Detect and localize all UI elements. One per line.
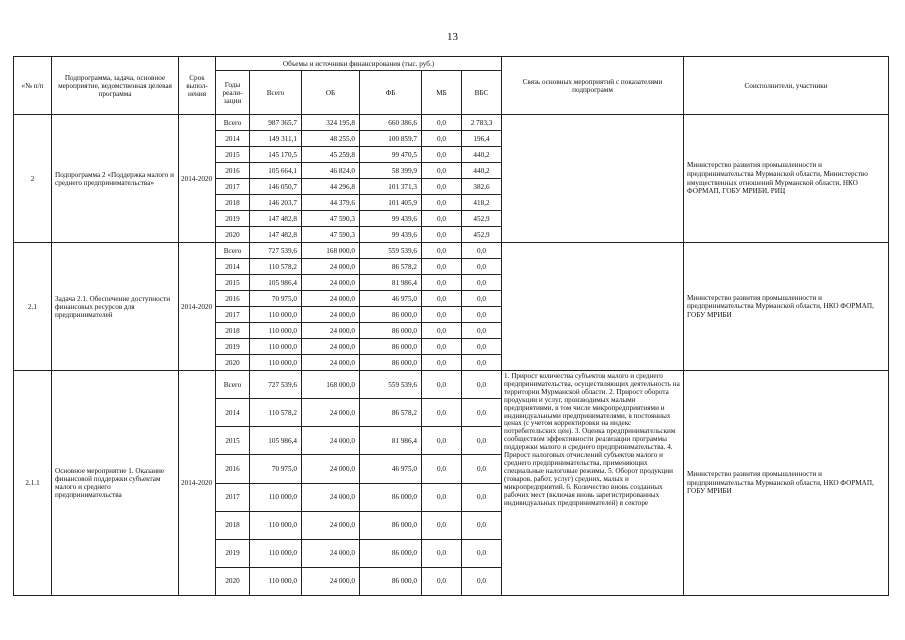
header-years: Годы реали-зации — [216, 71, 250, 115]
cell-year: 2014 — [216, 259, 250, 275]
cell-vbs: 452,9 — [462, 227, 502, 243]
cell-year: Всего — [216, 371, 250, 399]
cell-mb: 0,0 — [422, 179, 462, 195]
cell-total: 105 986,4 — [250, 275, 302, 291]
cell-mb: 0,0 — [422, 195, 462, 211]
header-num: «№ п/п — [14, 57, 52, 115]
cell-vbs: 440,2 — [462, 163, 502, 179]
cell-fb: 86 000,0 — [360, 483, 422, 511]
header-mb: МБ — [422, 71, 462, 115]
funding-table — [13, 56, 889, 596]
cell-vbs: 0,0 — [462, 275, 502, 291]
cell-total: 110 000,0 — [250, 323, 302, 339]
section-name: Основное мероприятие 1. Оказание финансовой поддержки субъектам малого и среднего предпринимательства — [52, 371, 179, 596]
header-program: Подпрограмма, задача, основное мероприятие, ведомственная целевая программа — [52, 57, 179, 115]
table-header — [14, 57, 889, 115]
cell-vbs: 0,0 — [462, 539, 502, 567]
cell-mb: 0,0 — [422, 455, 462, 483]
section-number: 2.1.1 — [14, 371, 52, 596]
cell-mb: 0,0 — [422, 427, 462, 455]
cell-total: 987 365,7 — [250, 115, 302, 131]
cell-vbs: 0,0 — [462, 323, 502, 339]
header-total: Всего — [250, 71, 302, 115]
section-name: Подпрограмма 2 «Поддержка малого и среднего предпринимательства» — [52, 115, 179, 243]
cell-year: 2016 — [216, 455, 250, 483]
cell-ob: 324 195,8 — [302, 115, 360, 131]
cell-total: 110 578,2 — [250, 399, 302, 427]
cell-mb: 0,0 — [422, 511, 462, 539]
cell-total: 110 000,0 — [250, 339, 302, 355]
cell-vbs: 0,0 — [462, 339, 502, 355]
cell-year: 2018 — [216, 511, 250, 539]
cell-mb: 0,0 — [422, 355, 462, 371]
cell-year: 2018 — [216, 195, 250, 211]
cell-ob: 168 000,0 — [302, 243, 360, 259]
cell-mb: 0,0 — [422, 115, 462, 131]
cell-mb: 0,0 — [422, 243, 462, 259]
cell-vbs: 0,0 — [462, 371, 502, 399]
cell-ob: 24 000,0 — [302, 567, 360, 595]
cell-vbs: 0,0 — [462, 399, 502, 427]
section-indicator-link — [502, 243, 684, 371]
cell-year: 2015 — [216, 147, 250, 163]
section-term: 2014-2020 — [179, 243, 216, 371]
table-row — [14, 115, 889, 131]
cell-mb: 0,0 — [422, 539, 462, 567]
cell-vbs: 382,6 — [462, 179, 502, 195]
cell-vbs: 0,0 — [462, 243, 502, 259]
cell-ob: 24 000,0 — [302, 483, 360, 511]
cell-vbs: 440,2 — [462, 147, 502, 163]
cell-vbs: 196,4 — [462, 131, 502, 147]
cell-total: 147 482,8 — [250, 211, 302, 227]
cell-fb: 86 000,0 — [360, 355, 422, 371]
cell-vbs: 0,0 — [462, 259, 502, 275]
cell-ob: 47 590,3 — [302, 227, 360, 243]
cell-fb: 46 975,0 — [360, 291, 422, 307]
cell-ob: 24 000,0 — [302, 455, 360, 483]
cell-fb: 86 000,0 — [360, 511, 422, 539]
cell-fb: 81 986,4 — [360, 427, 422, 455]
header-fb: ФБ — [360, 71, 422, 115]
cell-total: 105 664,1 — [250, 163, 302, 179]
cell-mb: 0,0 — [422, 567, 462, 595]
cell-year: 2019 — [216, 211, 250, 227]
cell-fb: 86 578,2 — [360, 399, 422, 427]
cell-vbs: 0,0 — [462, 307, 502, 323]
cell-year: 2016 — [216, 291, 250, 307]
cell-fb: 101 405,9 — [360, 195, 422, 211]
cell-ob: 24 000,0 — [302, 259, 360, 275]
header-vbs: ВБС — [462, 71, 502, 115]
cell-year: 2018 — [216, 323, 250, 339]
cell-total: 110 578,2 — [250, 259, 302, 275]
cell-mb: 0,0 — [422, 211, 462, 227]
cell-fb: 86 578,2 — [360, 259, 422, 275]
cell-fb: 86 000,0 — [360, 307, 422, 323]
cell-mb: 0,0 — [422, 147, 462, 163]
cell-total: 146 203,7 — [250, 195, 302, 211]
cell-ob: 48 255,0 — [302, 131, 360, 147]
cell-ob: 24 000,0 — [302, 355, 360, 371]
cell-mb: 0,0 — [422, 227, 462, 243]
cell-ob: 44 296,8 — [302, 179, 360, 195]
cell-fb: 559 539,6 — [360, 371, 422, 399]
table-row — [14, 371, 889, 399]
cell-vbs: 0,0 — [462, 455, 502, 483]
cell-total: 110 000,0 — [250, 483, 302, 511]
cell-ob: 24 000,0 — [302, 511, 360, 539]
cell-fb: 81 986,4 — [360, 275, 422, 291]
cell-ob: 24 000,0 — [302, 339, 360, 355]
cell-total: 110 000,0 — [250, 355, 302, 371]
cell-vbs: 418,2 — [462, 195, 502, 211]
cell-year: 2020 — [216, 567, 250, 595]
cell-vbs: 0,0 — [462, 427, 502, 455]
cell-mb: 0,0 — [422, 131, 462, 147]
cell-total: 110 000,0 — [250, 307, 302, 323]
cell-total: 727 539,6 — [250, 371, 302, 399]
cell-fb: 46 975,0 — [360, 455, 422, 483]
cell-vbs: 0,0 — [462, 483, 502, 511]
cell-fb: 99 439,6 — [360, 211, 422, 227]
cell-year: 2017 — [216, 483, 250, 511]
cell-vbs: 0,0 — [462, 291, 502, 307]
cell-mb: 0,0 — [422, 259, 462, 275]
header-ob: ОБ — [302, 71, 360, 115]
header-link: Связь основных мероприятий с показателями подпрограмм — [502, 57, 684, 115]
cell-total: 149 311,1 — [250, 131, 302, 147]
cell-fb: 559 539,6 — [360, 243, 422, 259]
cell-year: 2015 — [216, 275, 250, 291]
cell-year: 2019 — [216, 539, 250, 567]
cell-fb: 660 386,6 — [360, 115, 422, 131]
cell-vbs: 0,0 — [462, 355, 502, 371]
cell-mb: 0,0 — [422, 307, 462, 323]
page-number: 13 — [447, 31, 458, 43]
cell-total: 105 986,4 — [250, 427, 302, 455]
section-indicator-link — [502, 115, 684, 243]
cell-mb: 0,0 — [422, 275, 462, 291]
cell-year: 2015 — [216, 427, 250, 455]
cell-fb: 100 859,7 — [360, 131, 422, 147]
cell-mb: 0,0 — [422, 371, 462, 399]
cell-year: 2019 — [216, 339, 250, 355]
cell-mb: 0,0 — [422, 291, 462, 307]
cell-year: 2014 — [216, 131, 250, 147]
indicator-link-text: 1. Прирост количества субъектов малого и среднего предпринимательства, осуществляющих деятельность на территории Мурманской области. 2. Прирост оборота продукции и услуг, производимых малыми предприятиями, в том числе микропредприятиями и индивидуальными предпринимателями, в постоянных ценах (с учетом корректировки на индекс потребительских цен). 3. Оценка предпринимательским сообществом эффективности реализации программы поддержки малого и среднего предпринимательства. 4. Прирост налоговых отчислений субъектов малого и среднего предпринимательства, применяющих специальные налоговые режимы. 5. Оборот продукции (товаров, работ, услуг) средних, малых и микропредприятий. 6. Количество вновь созданных рабочих мест (включая вновь зарегистрированных индивидуальных предпринимателей) в секторе — [504, 373, 680, 507]
cell-vbs: 452,9 — [462, 211, 502, 227]
cell-ob: 46 824,0 — [302, 163, 360, 179]
section-number: 2.1 — [14, 243, 52, 371]
cell-year: 2020 — [216, 227, 250, 243]
cell-total: 70 975,0 — [250, 291, 302, 307]
cell-fb: 99 439,6 — [360, 227, 422, 243]
cell-ob: 168 000,0 — [302, 371, 360, 399]
cell-ob: 45 259,8 — [302, 147, 360, 163]
section-name: Задача 2.1. Обеспечение доступности финансовых ресурсов для предпринимателей — [52, 243, 179, 371]
section-term: 2014-2020 — [179, 371, 216, 596]
cell-total: 147 482,8 — [250, 227, 302, 243]
cell-fb: 86 000,0 — [360, 539, 422, 567]
cell-ob: 47 590,3 — [302, 211, 360, 227]
table-body — [14, 115, 889, 596]
cell-ob: 24 000,0 — [302, 291, 360, 307]
section-participants: Министерство развития промышленности и предпринимательства Мурманской области, НКО ФОРМАП, ГОБУ МРИБИ — [684, 243, 889, 371]
cell-year: 2014 — [216, 399, 250, 427]
cell-total: 110 000,0 — [250, 539, 302, 567]
section-number: 2 — [14, 115, 52, 243]
cell-ob: 24 000,0 — [302, 539, 360, 567]
cell-mb: 0,0 — [422, 399, 462, 427]
cell-mb: 0,0 — [422, 339, 462, 355]
cell-year: Всего — [216, 243, 250, 259]
cell-total: 70 975,0 — [250, 455, 302, 483]
cell-total: 110 000,0 — [250, 511, 302, 539]
cell-fb: 86 000,0 — [360, 323, 422, 339]
cell-year: 2017 — [216, 307, 250, 323]
header-term: Срок выпол-нения — [179, 57, 216, 115]
section-participants: Министерство развития промышленности и предпринимательства Мурманской области, Министерство имущественных отношений Мурманской области, НКО ФОРМАП, ГОБУ МРИБИ, РИЦ — [684, 115, 889, 243]
cell-fb: 58 399,9 — [360, 163, 422, 179]
cell-ob: 24 000,0 — [302, 323, 360, 339]
cell-ob: 24 000,0 — [302, 399, 360, 427]
cell-mb: 0,0 — [422, 323, 462, 339]
cell-fb: 99 470,5 — [360, 147, 422, 163]
cell-total: 110 000,0 — [250, 567, 302, 595]
section-participants: Министерство развития промышленности и предпринимательства Мурманской области, НКО ФОРМАП, ГОБУ МРИБИ — [684, 371, 889, 596]
cell-fb: 86 000,0 — [360, 567, 422, 595]
cell-vbs: 0,0 — [462, 511, 502, 539]
cell-total: 146 050,7 — [250, 179, 302, 195]
section-term: 2014-2020 — [179, 115, 216, 243]
cell-ob: 24 000,0 — [302, 427, 360, 455]
table-row — [14, 243, 889, 259]
cell-vbs: 2 783,3 — [462, 115, 502, 131]
cell-mb: 0,0 — [422, 163, 462, 179]
header-funding: Объемы и источники финансирования (тыс. руб.) — [216, 57, 502, 71]
cell-vbs: 0,0 — [462, 567, 502, 595]
cell-year: 2016 — [216, 163, 250, 179]
cell-mb: 0,0 — [422, 483, 462, 511]
cell-total: 145 170,5 — [250, 147, 302, 163]
cell-ob: 24 000,0 — [302, 307, 360, 323]
cell-fb: 101 371,3 — [360, 179, 422, 195]
cell-total: 727 539,6 — [250, 243, 302, 259]
cell-fb: 86 000,0 — [360, 339, 422, 355]
cell-year: 2020 — [216, 355, 250, 371]
cell-year: 2017 — [216, 179, 250, 195]
cell-ob: 24 000,0 — [302, 275, 360, 291]
cell-ob: 44 379,6 — [302, 195, 360, 211]
cell-year: Всего — [216, 115, 250, 131]
section-indicator-link — [502, 371, 684, 596]
header-participants: Соисполнители, участники — [684, 57, 889, 115]
